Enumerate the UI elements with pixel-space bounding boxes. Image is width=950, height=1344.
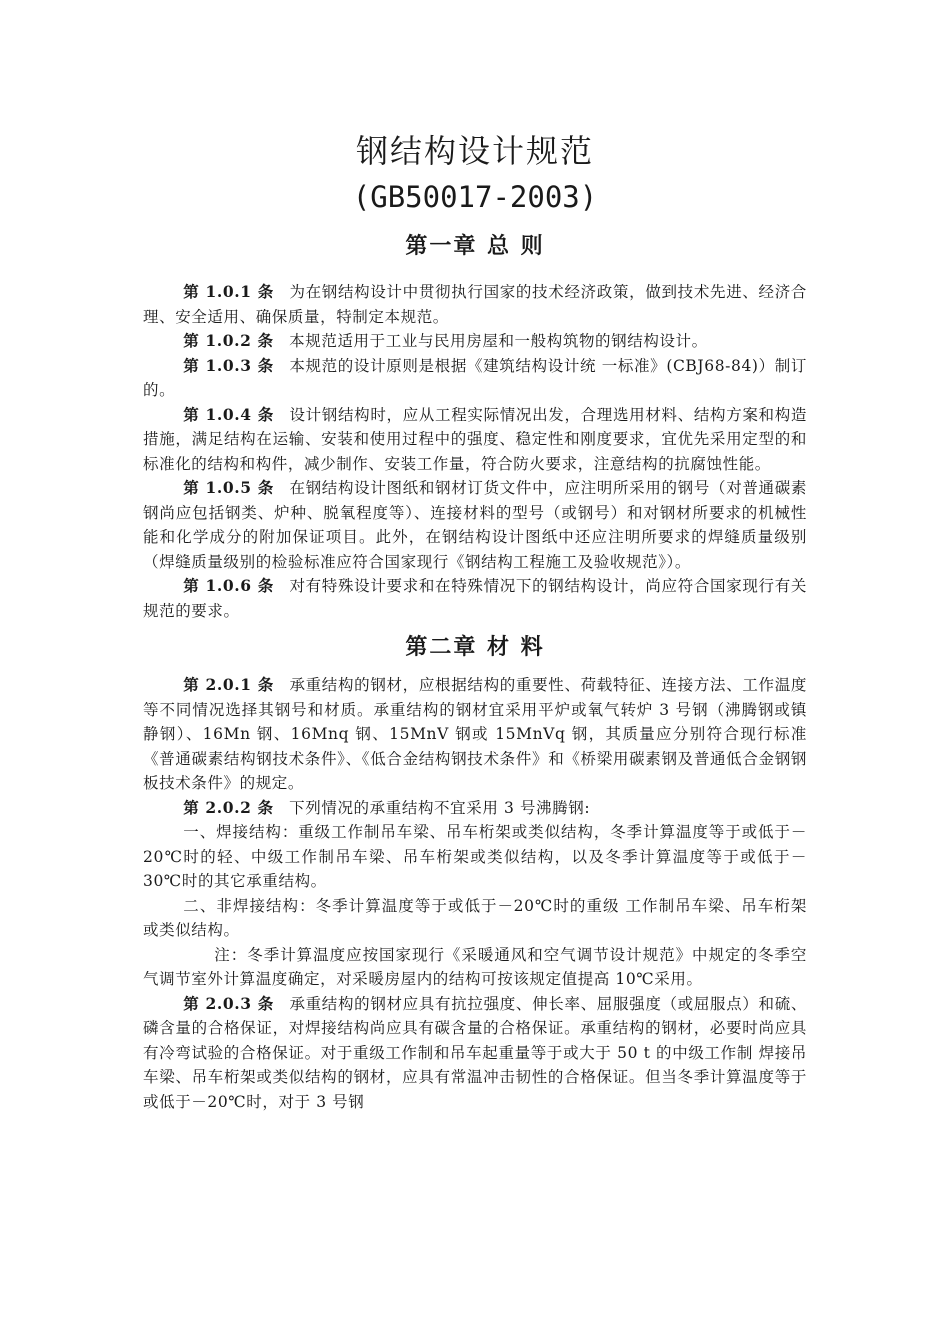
- article-text: 为在钢结构设计中贯彻执行国家的技术经济政策，做到技术先进、经济合理、安全适用、确保质量，特制定本规范。: [143, 283, 808, 326]
- article-text: 在钢结构设计图纸和钢材订货文件中，应注明所采用的钢号（对普通碳素钢尚应包括钢类、炉种、脱氧程度等）、连接材料的型号（或钢号）和对钢材所要求的机械性能和化学成分的附加保证项目。此外，在钢结构设计图纸中还应注明所要求的焊缝质量级别（焊缝质量级别的检验标准应符合国家现行《钢结构工程施工及验收规范》）。: [143, 479, 808, 571]
- article-text: 本规范适用于工业与民用房屋和一般构筑物的钢结构设计。: [289, 332, 708, 350]
- article-text: 对有特殊设计要求和在特殊情况下的钢结构设计，尚应符合国家现行有关规范的要求。: [143, 577, 808, 620]
- chapter-2-heading: 第二章 材 料: [405, 634, 545, 660]
- document-page: [143, 128, 807, 1114]
- chapter-1-heading: 第一章 总 则: [405, 233, 545, 259]
- article-2-0-3: [143, 992, 807, 1115]
- article-1-0-5: [143, 476, 807, 574]
- article-2-0-2: [143, 796, 807, 821]
- article-text: 下列情况的承重结构不宜采用 3 号沸腾钢:: [289, 798, 591, 817]
- article-number: 第 1.0.4 条: [183, 404, 274, 424]
- article-1-0-3: [143, 354, 807, 403]
- article-1-0-1: [143, 280, 807, 329]
- article-text: 承重结构的钢材，应根据结构的重要性、荷载特征、连接方法、工作温度等不同情况选择其钢号和材质。承重结构的钢材宜采用平炉或氧气转炉 3 号钢（沸腾钢或镇 静钢）、16Mn 钢、16Mnq 钢、15MnV 钢或 15MnVq 钢，其质量应分别符合现行标准《普通碳素结构钢技术条件》、《低合金结构钢技术条件》和《桥梁用碳素钢及普通低合金钢钢板技术条件》的规定。: [143, 676, 808, 792]
- article-2-0-2-item-1: 一、焊接结构：重级工作制吊车梁、吊车桁架或类似结构，冬季计算温度等于或低于－20℃时的轻、中级工作制吊车梁、吊车桁架或类似结构，以及冬季计算温度等于或低于－30℃时的其它承重结构。: [143, 823, 807, 890]
- article-text: 承重结构的钢材应具有抗拉强度、伸长率、屈服强度（或屈服点）和硫、磷含量的合格保证，对焊接结构尚应具有碳含量的合格保证。承重结构的钢材，必要时尚应具有冷弯试验的合格保证。对于重级工作制和吊车起重量等于或大于 50 t 的中级工作制 焊接吊车梁、吊车桁架或类似结构的钢材，应具有常温冲击韧性的合格保证。但当冬季计算温度等于或低于－20℃时，对于 3 号钢: [143, 994, 808, 1111]
- article-number: 第 1.0.6 条: [183, 576, 274, 595]
- article-number: 第 2.0.3 条: [183, 993, 274, 1013]
- article-number: 第 2.0.1 条: [183, 675, 274, 694]
- standard-code: (GB50017-2003): [352, 180, 598, 214]
- article-2-0-2-item-2: 二、非焊接结构：冬季计算温度等于或低于－20℃时的重级 工作制吊车梁、吊车桁架或类似结构。: [143, 896, 807, 939]
- article-number: 第 2.0.2 条: [183, 797, 274, 817]
- article-1-0-6: [143, 574, 807, 623]
- article-2-0-1: [143, 673, 807, 796]
- article-1-0-4: [143, 403, 807, 477]
- article-1-0-2: [143, 329, 807, 354]
- article-2-0-2-note: 注：冬季计算温度应按国家现行《采暖通风和空气调节设计规范》中规定的冬季空气调节室外计算温度确定，对采暖房屋内的结构可按该规定值提高 10℃采用。: [143, 945, 807, 988]
- article-text: 设计钢结构时，应从工程实际情况出发，合理选用材料、结构方案和构造措施，满足结构在运输、安装和使用过程中的强度、稳定性和刚度要求，宜优先采用定型的和标准化的结构和构件，减少制作、安装工作量，符合防火要求，注意结构的抗腐蚀性能。: [143, 405, 808, 473]
- article-number: 第 1.0.2 条: [183, 331, 274, 350]
- document-title: 钢结构设计规范: [355, 132, 594, 170]
- article-text: 本规范的设计原则是根据《建筑结构设计统 一标准》(CBJ68-84)）制订的。: [143, 356, 808, 399]
- article-number: 第 1.0.1 条: [183, 282, 274, 301]
- article-number: 第 1.0.3 条: [183, 355, 274, 375]
- article-number: 第 1.0.5 条: [183, 478, 274, 497]
